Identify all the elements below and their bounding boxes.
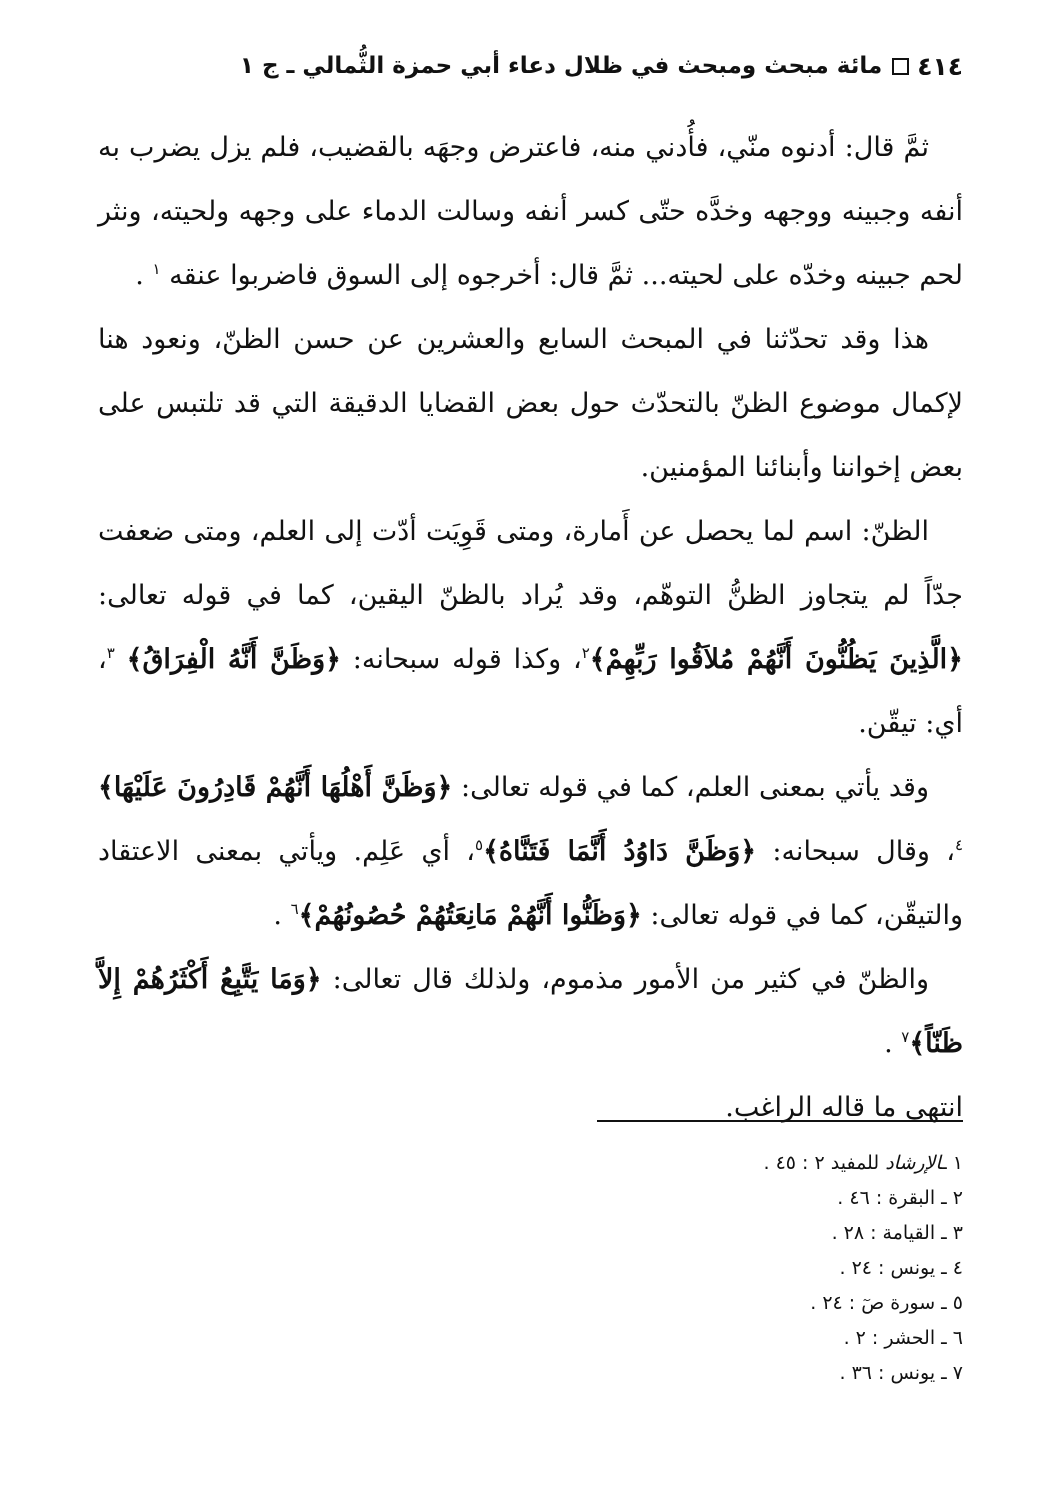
footnote-divider	[597, 1120, 963, 1122]
quran-quote: ﴿وَمَا يَتَّبِعُ أَكْثَرُهُمْ إِلاَّ ظَنّاً﴾	[98, 964, 963, 1059]
square-separator-icon	[892, 58, 909, 75]
main-text	[98, 116, 963, 1140]
quran-quote: ﴿وَظَنَّ أَنَّهُ الْفِرَاقُ﴾	[126, 644, 341, 675]
footnote-ref-4: ٤	[954, 836, 963, 854]
paragraph-4: وقد يأتي بمعنى العلم، كما في قوله تعالى: ﴿وَظَنَّ أَهْلُهَا أَنَّهُمْ قَادِرُونَ عَلَيْهَا﴾$^٤$، وقال سبحانه: ﴿وَظَنَّ دَاوُدُ أَنَّمَا فَتَنَّاهُ﴾$^٥$، أي عَلِم. ويأتي بمعنى الاعتقاد والتيقّن، كما في قوله تعالى: ﴿وَظَنُّوا أَنَّهُمْ مَانِعَتُهُمْ حُصُونُهُمْ﴾$^٦$ .	[98, 772, 963, 931]
book-title: مائة مبحث ومبحث في ظلال دعاء أبي حمزة الثُّمالي ـ ج ١	[239, 53, 883, 79]
paragraph-6: انتهى ما قاله الراغب.	[725, 1092, 963, 1123]
footnote-item: ٧ ـ يونس : ٣٦ .	[839, 1362, 963, 1384]
footnote-ref-3: ٣	[106, 644, 115, 662]
footnote-item: ٥ ـ سورة صٓ : ٢٤ .	[810, 1292, 963, 1314]
footnote-item: ١ ـالإرشاد للمفيد ٢ : ٤٥ .	[763, 1152, 963, 1174]
paragraph-3: الظنّ: اسم لما يحصل عن أَمارة، ومتى قَوِيَت أدّت إلى العلم، ومتى ضعفت جدّاً لم يتجاوز الظنُّ التوهّم، وقد يُراد بالظنّ اليقين، كما في قوله تعالى: ﴿الَّذِينَ يَظُنُّونَ أَنَّهُمْ مُلاَقُوا رَبِّهِمْ﴾$^٢$، وكذا قوله سبحانه: ﴿وَظَنَّ أَنَّهُ الْفِرَاقُ﴾ $^٣$، أي: تيقّن.	[98, 516, 963, 739]
paragraph-1: ثمَّ قال: أدنوه منّي، فأُدني منه، فاعترض وجهَه بالقضيب، فلم يزل يضرب به أنفه وجبينه ووجهه وخدَّه حتّى كسر أنفه وسالت الدماء على وجهه ولحيته، ونثر لحم جبينه وخدّه على لحيته... ثمَّ قال: أخرجوه إلى السوق فاضربوا عنقه $^١$ .	[98, 132, 963, 291]
paragraph-2: هذا وقد تحدّثنا في المبحث السابع والعشرين عن حسن الظنّ، ونعود هنا لإكمال موضوع الظنّ بالتحدّث حول بعض القضايا الدقيقة التي قد تلتبس على بعض إخواننا وأبنائنا المؤمنين.	[98, 324, 963, 483]
footnote-item: ٤ ـ يونس : ٢٤ .	[839, 1257, 963, 1279]
footnote-source-title: الإرشاد	[885, 1152, 942, 1174]
paragraph-5: والظنّ في كثير من الأمور مذموم، ولذلك قال تعالى: ﴿وَمَا يَتَّبِعُ أَكْثَرُهُمْ إِلاَّ ظَنّاً﴾$^٧$ .	[98, 964, 963, 1059]
footnote-ref-5: ٥	[475, 836, 484, 854]
footnote-ref-7: ٧	[901, 1028, 910, 1046]
quran-quote: ﴿وَظَنَّ أَهْلُهَا أَنَّهُمْ قَادِرُونَ عَلَيْهَا﴾	[98, 772, 453, 803]
footnote-ref-6: ٦	[290, 900, 299, 918]
footnotes-list	[363, 1146, 963, 1391]
footnote-item: ٢ ـ البقرة : ٤٦ .	[837, 1187, 963, 1209]
footnote-item: ٦ ـ الحشر : ٢ .	[843, 1327, 963, 1349]
page-number: ٤١٤	[917, 51, 963, 81]
quran-quote: ﴿الَّذِينَ يَظُنُّونَ أَنَّهُمْ مُلاَقُوا رَبِّهِمْ﴾	[589, 644, 963, 675]
footnote-item: ٣ ـ القيامة : ٢٨ .	[831, 1222, 963, 1244]
running-header	[98, 44, 963, 88]
quran-quote: ﴿وَظَنُّوا أَنَّهُمْ مَانِعَتُهُمْ حُصُونُهُمْ﴾	[298, 900, 642, 931]
footnote-ref-2: ٢	[581, 644, 590, 662]
footnote-ref-1: ١	[152, 260, 161, 278]
quran-quote: ﴿وَظَنَّ دَاوُدُ أَنَّمَا فَتَنَّاهُ﴾	[483, 836, 757, 867]
